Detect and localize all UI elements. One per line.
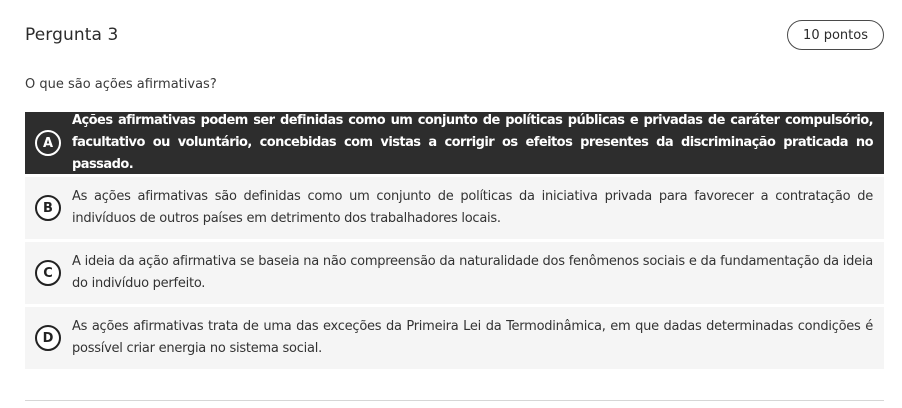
option-letter-a: A bbox=[35, 130, 61, 156]
answer-options bbox=[25, 112, 884, 372]
answer-option-d[interactable] bbox=[25, 307, 884, 369]
option-text-c: A ideia da ação afirmativa se baseia na não compreensão da naturalidade dos fenômenos sociais e da fundamentação da ideia do indivíduo perfeito. bbox=[72, 254, 873, 291]
option-letter-b: B bbox=[35, 195, 61, 221]
answer-option-b[interactable] bbox=[25, 177, 884, 239]
option-letter-c: C bbox=[35, 260, 61, 286]
answer-option-a[interactable] bbox=[25, 112, 884, 174]
section-divider bbox=[25, 400, 884, 401]
question-title: Pergunta 3 bbox=[25, 25, 119, 45]
question-prompt: O que são ações afirmativas? bbox=[25, 77, 217, 92]
option-text-a: Ações afirmativas podem ser definidas como um conjunto de políticas públicas e privadas de caráter compulsório, facultativo ou voluntário, concebidas com vistas a corrigir os efeitos presentes da discriminação praticada no passado. bbox=[72, 113, 873, 172]
option-letter-d: D bbox=[35, 325, 61, 351]
question-header bbox=[25, 20, 884, 50]
answer-option-c[interactable] bbox=[25, 242, 884, 304]
option-text-b: As ações afirmativas são definidas como um conjunto de políticas da iniciativa privada para favorecer a contratação de indivíduos de outros países em detrimento dos trabalhadores locais. bbox=[72, 189, 873, 226]
points-badge: 10 pontos bbox=[787, 20, 884, 50]
option-text-d: As ações afirmativas trata de uma das exceções da Primeira Lei da Termodinâmica, em que dadas determinadas condições é possível criar energia no sistema social. bbox=[72, 319, 873, 356]
